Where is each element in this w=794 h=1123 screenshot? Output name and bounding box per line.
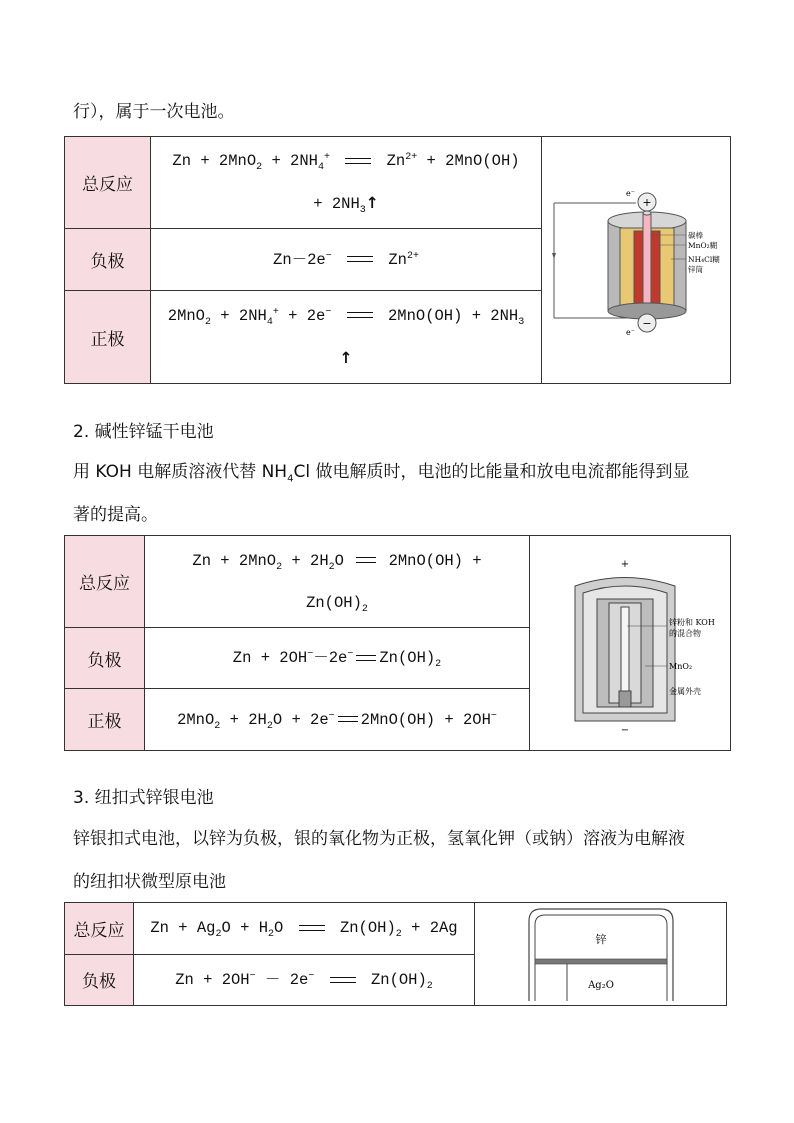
label-zinc-koh-mix-1: 锌粉和 KOH	[669, 618, 715, 627]
label-negative: 负极	[65, 628, 145, 689]
label-negative: 负极	[65, 954, 134, 1006]
label-zinc-koh-mix-2: 的混合物	[669, 629, 701, 638]
alkaline-cell-figure	[530, 536, 731, 751]
minus-sign: −	[620, 725, 630, 736]
label-carbon-rod: 碳棒	[688, 231, 703, 240]
section3-desc-line2: 的纽扣状微型原电池	[73, 872, 226, 892]
electron-bottom: e⁻	[626, 328, 635, 337]
label-positive: 正极	[65, 291, 151, 384]
equation-negative-1: Zn－2e− $Zn^{2+}$	[151, 229, 542, 291]
label-mno2-paste: MnO₂糊	[688, 241, 718, 250]
equation-total-2: $Zn + 2MnO_2 + 2H_2O$ 2MnO(OH) + $Zn(OH)_2$	[145, 536, 530, 628]
label-zinc-can: 锌筒	[688, 265, 703, 274]
equation-total-3: $Zn + Ag_2O + H_2O$ $Zn(OH)_2 + 2Ag$	[134, 903, 475, 955]
equation-negative-2: Zn + 2OH−－2e− $Zn(OH)_2$	[145, 628, 530, 689]
label-zinc: 锌	[595, 933, 606, 946]
desc-part-b: Cl 做电解质时，电池的比能量和放电电流都能得到显	[293, 462, 690, 482]
desc-part-a: 用 KOH 电解质溶液代替 NH	[73, 462, 288, 482]
plus-sign: +	[620, 559, 630, 570]
intro-line: 行），属于一次电池。	[73, 102, 235, 122]
button-cell-figure	[475, 903, 727, 1006]
label-total-reaction: 总反应	[65, 137, 151, 229]
dry-cell-diagram	[546, 173, 726, 343]
button-cell-diagram	[521, 903, 681, 1001]
plus-sign: +	[642, 196, 652, 209]
reaction-table-2	[64, 535, 731, 751]
equation-positive-1: $2MnO_2 + 2NH_4^+ + 2e^-$ $2MnO(OH) + 2NH_3$ ↑	[151, 291, 542, 384]
label-total-reaction: 总反应	[65, 536, 145, 628]
equation-positive-2: $2MnO_2 + 2H_2O + 2e^-$ 2MnO(OH) + 2OH−	[145, 689, 530, 751]
equation-total-1: $Zn + 2MnO_2 + 2NH_4^+$ $Zn^{2+} + 2MnO(OH)$ + $2NH_3↑$	[151, 137, 542, 229]
reaction-table-1	[64, 136, 731, 384]
reaction-table-3	[64, 902, 727, 1006]
section3-desc-line1: 锌银扣式电池，以锌为负极，银的氧化物为正极，氢氧化钾（或钠）溶液为电解液	[73, 829, 685, 849]
alkaline-cell-diagram	[535, 541, 725, 741]
minus-sign: −	[642, 317, 652, 330]
section2-desc-line2: 著的提高。	[73, 505, 158, 525]
zinc-manganese-cell-figure	[542, 137, 731, 384]
equation-negative-3: Zn + 2OH− － 2e− $Zn(OH)_2$	[134, 954, 475, 1006]
electron-top: e⁻	[626, 189, 635, 198]
label-negative: 负极	[65, 229, 151, 291]
label-metal-shell: 金属外壳	[669, 687, 701, 696]
label-nh4cl-paste: NH₄Cl糊	[688, 255, 720, 264]
section3-heading: 3. 纽扣式锌银电池	[73, 788, 214, 808]
label-total-reaction: 总反应	[65, 903, 134, 955]
label-ag2o: Ag₂O	[587, 980, 614, 991]
section2-heading: 2. 碱性锌锰干电池	[73, 422, 214, 442]
label-positive: 正极	[65, 689, 145, 751]
label-mno2: MnO₂	[669, 662, 693, 671]
section2-desc-line1: 用 KOH 电解质溶液代替 $NH_4Cl$ 做电解质时，电池的比能量和放电电流都能得到显	[73, 462, 690, 485]
